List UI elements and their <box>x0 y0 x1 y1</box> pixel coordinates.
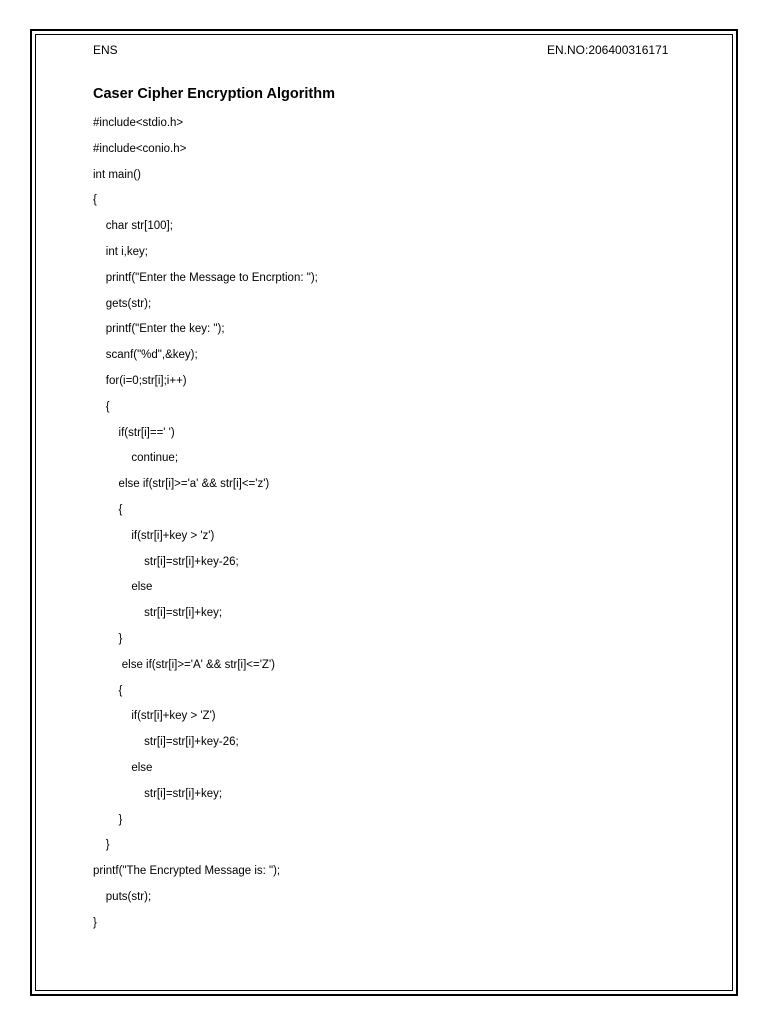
code-line: if(str[i]+key > 'z') <box>93 529 215 542</box>
code-line: printf("Enter the key: "); <box>93 323 225 336</box>
code-line: } <box>93 632 123 645</box>
code-line: scanf("%d",&key); <box>93 349 198 362</box>
code-line: continue; <box>93 452 179 465</box>
code-line: { <box>93 684 123 697</box>
code-line: for(i=0;str[i];i++) <box>93 374 187 387</box>
code-line: str[i]=str[i]+key-26; <box>93 555 239 568</box>
code-line: gets(str); <box>93 297 152 310</box>
code-line: } <box>93 839 110 852</box>
code-line: } <box>93 916 97 929</box>
code-line: { <box>93 503 123 516</box>
code-line: str[i]=str[i]+key-26; <box>93 736 239 749</box>
code-line: else <box>93 581 153 594</box>
header-enrollment-number: EN.NO:206400316171 <box>547 43 669 57</box>
header-subject: ENS <box>93 43 118 57</box>
code-line: else if(str[i]>='A' && str[i]<='Z') <box>93 658 275 671</box>
code-line: int i,key; <box>93 245 148 258</box>
code-line: else <box>93 761 153 774</box>
code-line: else if(str[i]>='a' && str[i]<='z') <box>93 478 270 491</box>
code-line: printf("Enter the Message to Encrption: "); <box>93 271 318 284</box>
code-line: char str[100]; <box>93 220 173 233</box>
code-line: } <box>93 813 123 826</box>
code-line: printf("The Encrypted Message is: "); <box>93 865 281 878</box>
code-line: if(str[i]==' ') <box>93 426 175 439</box>
code-line: #include<stdio.h> <box>93 117 184 129</box>
code-line: #include<conio.h> <box>93 142 187 155</box>
code-line: { <box>93 194 97 207</box>
document-title: Caser Cipher Encryption Algorithm <box>93 86 335 102</box>
code-line: if(str[i]+key > 'Z') <box>93 710 216 723</box>
code-line: str[i]=str[i]+key; <box>93 787 223 800</box>
code-line: puts(str); <box>93 890 152 903</box>
code-listing <box>93 116 318 942</box>
code-line: str[i]=str[i]+key; <box>93 607 223 620</box>
code-line: int main() <box>93 168 141 181</box>
code-line: { <box>93 400 110 413</box>
